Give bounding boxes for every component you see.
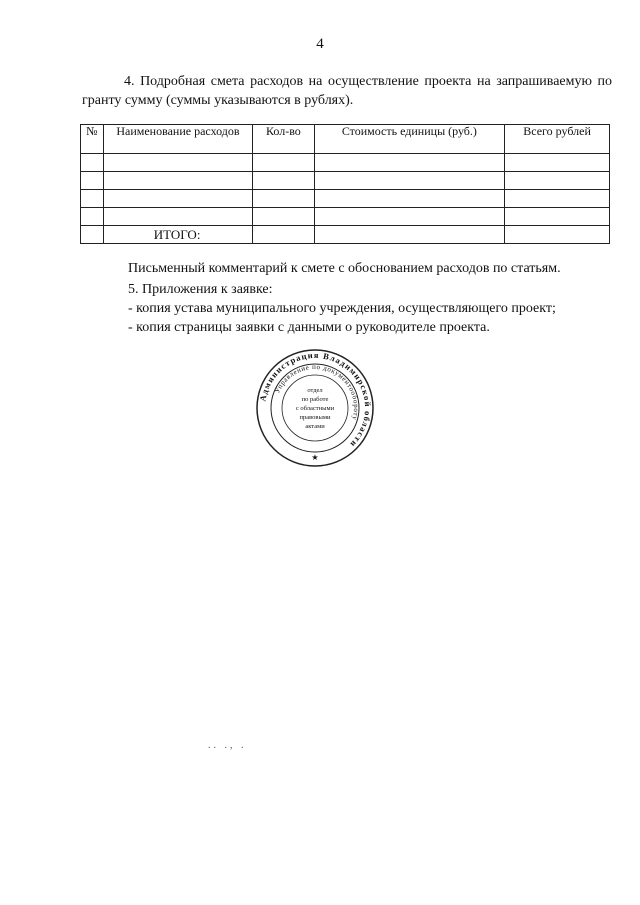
table-cell <box>103 208 253 226</box>
table-row <box>81 190 610 208</box>
stamp-center-line-1: отдел <box>307 387 323 394</box>
table-row <box>81 172 610 190</box>
estimate-comment: Письменный комментарий к смете с обоснованием расходов по статьям. <box>128 261 561 276</box>
header-expense-name: Наименование расходов <box>103 125 253 154</box>
table-row <box>81 208 610 226</box>
stamp-center-line-3: с областными <box>295 405 335 412</box>
table-cell <box>505 208 610 226</box>
table-cell <box>314 172 505 190</box>
table-total-row <box>81 226 610 244</box>
table-cell <box>505 226 610 244</box>
appendices-section <box>128 280 556 337</box>
table-cell <box>314 226 505 244</box>
table-cell <box>505 190 610 208</box>
header-total: Всего рублей <box>505 125 610 154</box>
stamp-star-icon: ★ <box>311 453 319 462</box>
table-cell <box>103 172 253 190</box>
table-cell <box>81 172 104 190</box>
table-cell <box>253 226 314 244</box>
table-cell <box>81 154 104 172</box>
table-cell <box>505 154 610 172</box>
table-cell <box>314 190 505 208</box>
table-cell <box>253 190 314 208</box>
appendix-item-manager-page: - копия страницы заявки с данными о руководителе проекта. <box>128 320 490 335</box>
estimate-table <box>80 124 610 244</box>
table-cell <box>81 226 104 244</box>
table-cell <box>314 154 505 172</box>
stamp-outer-text: Администрация Владимирской области <box>257 349 374 450</box>
table-row <box>81 154 610 172</box>
table-cell <box>253 172 314 190</box>
header-quantity: Кол-во <box>253 125 314 154</box>
table-cell <box>505 172 610 190</box>
stamp-ring-text: Управление по документообороту <box>273 362 361 422</box>
stamp-center-line-2: по работе <box>301 396 329 403</box>
stamp-center-line-5: актами <box>305 423 325 430</box>
scan-marks: .. ., . <box>208 740 247 751</box>
appendix-item-charter: - копия устава муниципального учреждения, осуществляющего проект; <box>128 301 556 316</box>
section-4-paragraph: 4. Подробная смета расходов на осуществление проекта на запрашиваемую по гранту сумму (суммы указываются в рублях). <box>82 74 612 108</box>
appendices-title: 5. Приложения к заявке: <box>128 282 273 297</box>
table-cell <box>314 208 505 226</box>
table-header-row <box>81 125 610 154</box>
official-stamp <box>255 348 375 468</box>
header-number: № <box>81 125 104 154</box>
table-cell <box>253 154 314 172</box>
page-number: 4 <box>316 36 324 52</box>
header-unit-cost: Стоимость единицы (руб.) <box>314 125 505 154</box>
table-cell <box>253 208 314 226</box>
table-cell <box>81 190 104 208</box>
table-cell <box>103 154 253 172</box>
total-label: ИТОГО: <box>103 226 253 244</box>
table-cell <box>81 208 104 226</box>
stamp-center-line-4: правовыми <box>299 414 331 421</box>
table-cell <box>103 190 253 208</box>
